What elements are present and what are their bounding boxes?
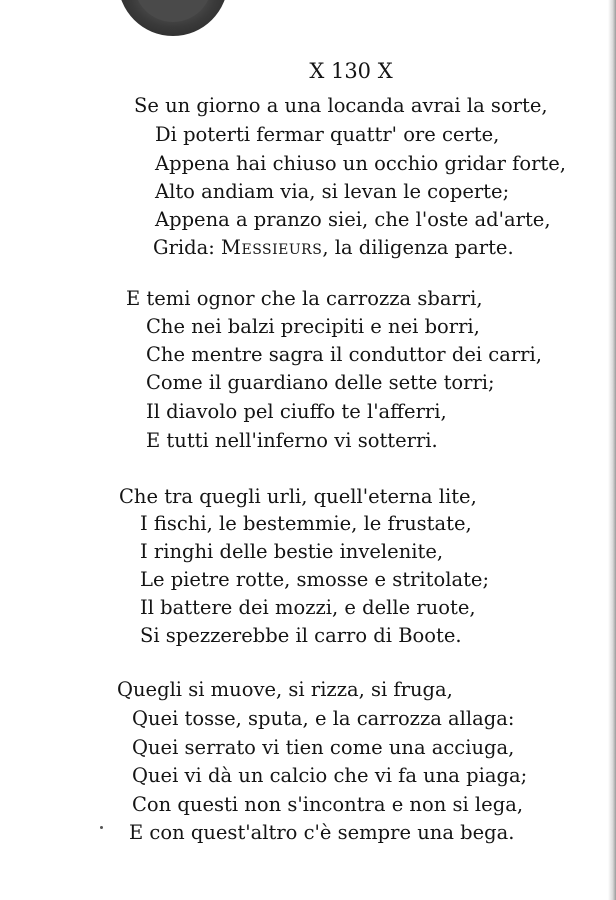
verse-line: Alto andiam via, si levan le coperte; (155, 180, 510, 203)
verse-line: Come il guardiano delle sette torri; (146, 371, 495, 394)
verse-line (153, 234, 514, 262)
verse-line: Si spezzerebbe il carro di Boote. (140, 624, 462, 647)
verse-line: Appena hai chiuso un occhio gridar forte, (155, 152, 566, 175)
verse-line: Le pietre rotte, smosse e stritolate; (140, 568, 490, 591)
verse-line: Il battere dei mozzi, e delle ruote, (140, 596, 476, 619)
verse-line: Con questi non s'incontra e non si lega, (132, 793, 524, 816)
verse-line: I fischi, le bestemmie, le frustate, (140, 512, 472, 535)
verse-line: E tutti nell'inferno vi sotterri. (146, 429, 438, 452)
verse-line: Quei tosse, sputa, e la carrozza allaga: (132, 707, 515, 730)
verse-line: Di poterti fermar quattr' ore certe, (155, 123, 500, 146)
verse-line: E temi ognor che la carrozza sbarri, (126, 287, 483, 310)
verse-line: Che tra quegli urli, quell'eterna lite, (119, 485, 477, 508)
verse-line: Che nei balzi precipiti e nei borri, (146, 315, 480, 338)
verse-text: Grida: (153, 236, 222, 259)
page-edge-shadow (608, 0, 616, 900)
verse-line: Quei serrato vi tien come una acciuga, (132, 736, 515, 759)
verse-line: Che mentre sagra il conduttor dei carri, (146, 343, 542, 366)
verse-line: Appena a pranzo siei, che l'oste ad'arte, (155, 208, 551, 231)
verse-line: Quei vi dà un calcio che vi fa una piaga; (132, 764, 528, 787)
verse-line: Se un giorno a una locanda avrai la sorte, (134, 94, 548, 117)
verse-line: I ringhi delle bestie invelenite, (140, 540, 444, 563)
ink-speck (100, 826, 103, 829)
verse-text-smallcaps: Messieurs (221, 236, 323, 259)
verse-line: E con quest'altro c'è sempre una bega. (129, 821, 515, 844)
verse-text: , la diligenza parte. (322, 236, 514, 259)
verse-line: Quegli si muove, si rizza, si fruga, (117, 678, 453, 701)
page-number-header: X 130 X (309, 59, 393, 83)
verse-line: Il diavolo pel ciuffo te l'afferri, (146, 400, 447, 423)
